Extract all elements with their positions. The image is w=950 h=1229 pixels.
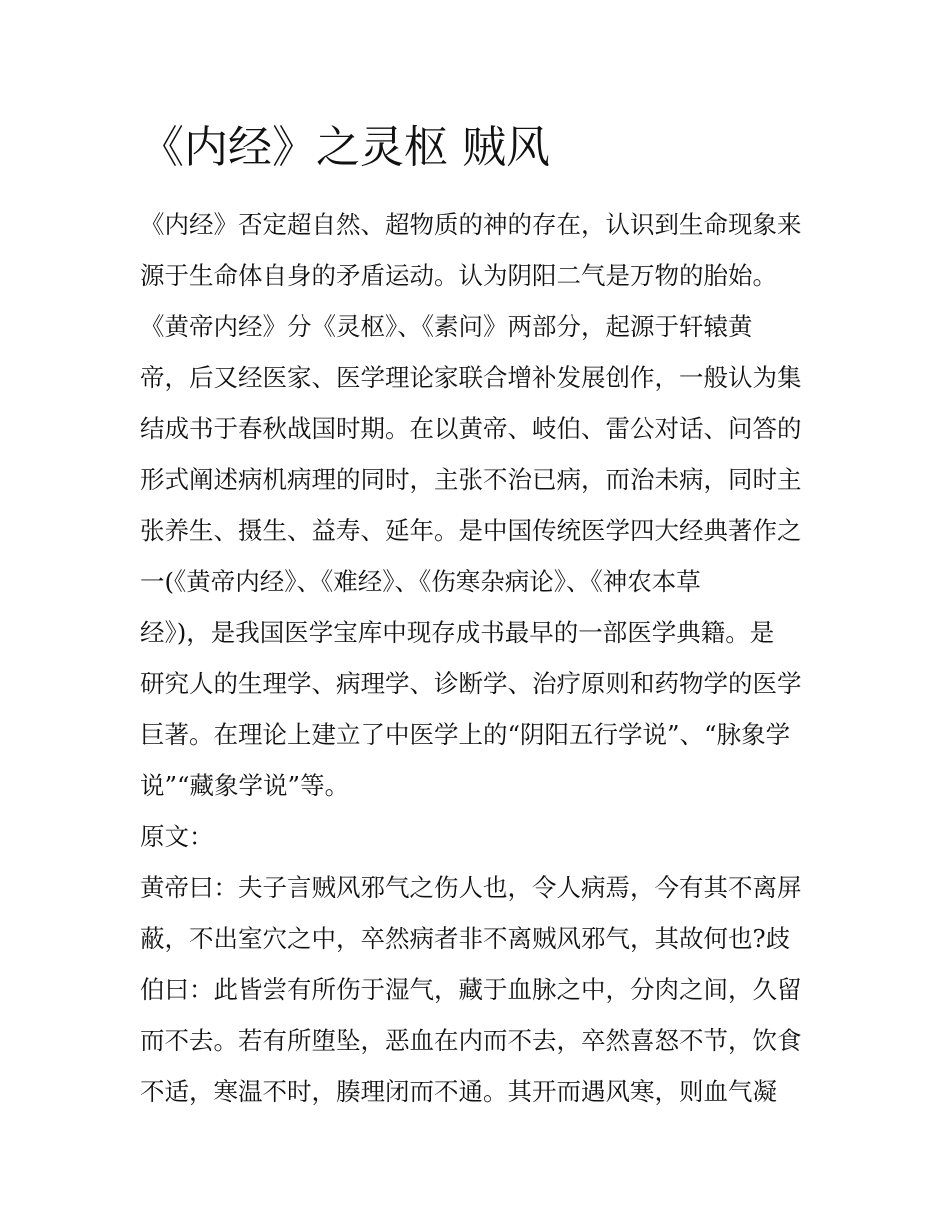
- text-line: 研究人的生理学、病理学、诊断学、治疗原则和药物学的医学: [140, 669, 802, 698]
- text-line: 而不去。若有所堕坠，恶血在内而不去，卒然喜怒不节，饮食: [140, 1026, 802, 1055]
- document-body: [140, 199, 820, 1117]
- section-label: 原文：: [140, 822, 214, 851]
- text-line: 说”“藏象学说”等。: [140, 771, 350, 800]
- text-line: 蔽，不出室穴之中，卒然病者非不离贼风邪气，其故何也?歧: [140, 924, 791, 953]
- text-line: 帝，后又经医家、医学理论家联合增补发展创作，一般认为集: [140, 363, 802, 392]
- text-line: 巨著。在理论上建立了中医学上的“阴阳五行学说”、“脉象学: [140, 720, 791, 749]
- document-title: 《内经》之灵枢 贼风: [140, 122, 550, 173]
- text-line: 结成书于春秋战国时期。在以黄帝、岐伯、雷公对话、问答的: [140, 414, 802, 443]
- text-line: 一(《黄帝内经》、《难经》、《伤寒杂病论》、《神农本草: [140, 567, 701, 596]
- text-line: 张养生、摄生、益寿、延年。是中国传统医学四大经典著作之: [140, 516, 802, 545]
- text-line: 《内经》否定超自然、超物质的神的存在，认识到生命现象来: [140, 210, 802, 239]
- text-line: 形式阐述病机病理的同时，主张不治已病，而治未病，同时主: [140, 465, 802, 494]
- text-line: 不适，寒温不时，腠理闭而不通。其开而遇风寒，则血气凝: [140, 1077, 777, 1106]
- text-line: 《黄帝内经》分《灵枢》、《素问》两部分，起源于轩辕黄: [140, 312, 753, 341]
- text-line: 黄帝曰：夫子言贼风邪气之伤人也，令人病焉，今有其不离屏: [140, 873, 802, 902]
- text-line: 源于生命体自身的矛盾运动。认为阴阳二气是万物的胎始。: [140, 261, 777, 290]
- text-line: 伯曰：此皆尝有所伤于湿气，藏于血脉之中，分肉之间，久留: [140, 975, 802, 1004]
- text-line: 经》)，是我国医学宝库中现存成书最早的一部医学典籍。是: [140, 618, 775, 647]
